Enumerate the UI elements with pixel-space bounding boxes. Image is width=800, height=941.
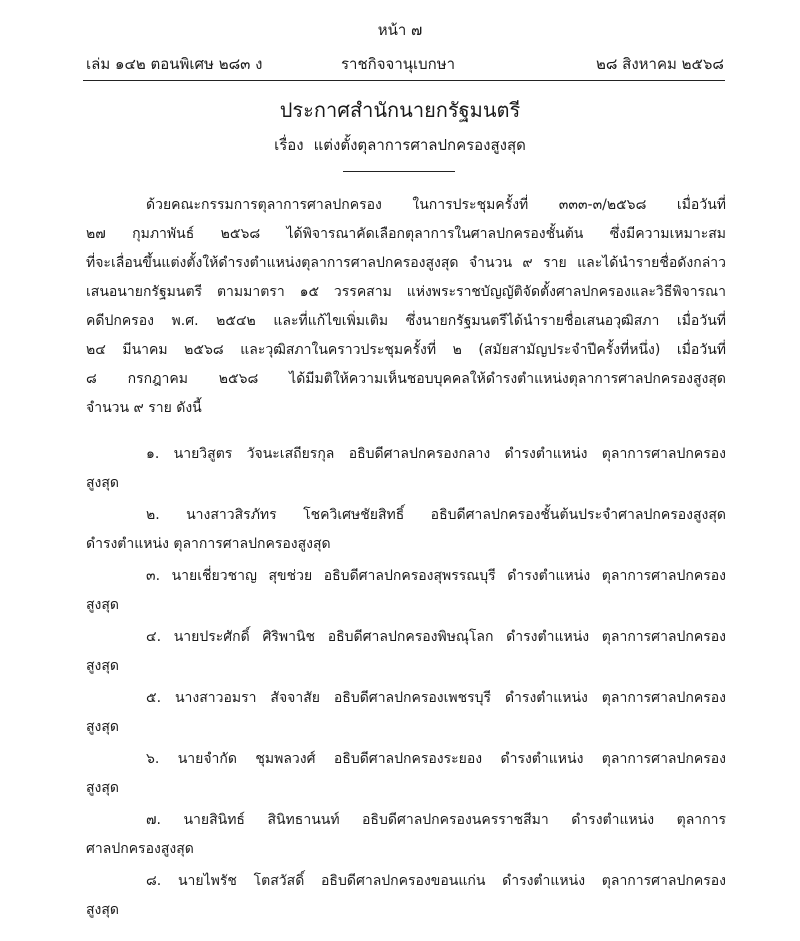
appointee-line: ๒. นางสาวสิรภัทร โชควิเศษชัยสิทธิ์ อธิบดีศาลปกครองชั้นต้นประจำศาลปกครองสูงสุด [146,507,726,523]
intro-line: คดีปกครอง พ.ศ. ๒๕๔๒ และที่แก้ไขเพิ่มเติม ซึ่งนายกรัฐมนตรีได้นำรายชื่อเสนอวุฒิสภา เมื่อวันที่ [86,313,726,329]
appointee-line: ๔. นายประศักดิ์ ศิริพานิช อธิบดีศาลปกครองพิษณุโลก ดำรงตำแหน่ง ตุลาการศาลปกครอง [146,629,726,645]
intro-line: ด้วยคณะกรรมการตุลาการศาลปกครอง ในการประชุมครั้งที่ ๓๓๓-๓/๒๕๖๘ เมื่อวันที่ [146,197,726,213]
appointee-line: สูงสุด [86,719,120,735]
intro-line: ๒๗ กุมภาพันธ์ ๒๕๖๘ ได้พิจารณาคัดเลือกตุลาการในศาลปกครองชั้นต้น ซึ่งมีความเหมาะสม [86,226,726,242]
gazette-date: ๒๘ สิงหาคม ๒๕๖๘ [595,55,724,73]
subject-text: แต่งตั้งตุลาการศาลปกครองสูงสุด [313,136,526,154]
appointee-item [86,745,726,803]
intro-line: ที่จะเลื่อนขึ้นแต่งตั้งให้ดำรงตำแหน่งตุลาการศาลปกครองสูงสุด จำนวน ๙ ราย และได้นำรายชื่อดังกล่าว [86,255,726,271]
appointee-line: สูงสุด [86,780,120,796]
appointee-line: ๘. นายไพรัช โตสวัสดิ์ อธิบดีศาลปกครองขอนแก่น ดำรงตำแหน่ง ตุลาการศาลปกครอง [146,873,726,889]
gazette-name: ราชกิจจานุเบกษา [341,55,456,73]
document-title: ประกาศสำนักนายกรัฐมนตรี [279,98,521,122]
appointee-line: สูงสุด [86,658,120,674]
document-subject [0,133,800,157]
appointee-line: สูงสุด [86,475,120,491]
intro-paragraph [86,191,726,423]
appointee-line: ๓. นายเชี่ยวชาญ สุขช่วย อธิบดีศาลปกครองสุพรรณบุรี ดำรงตำแหน่ง ตุลาการศาลปกครอง [146,568,726,584]
page-number: หน้า ๗ [377,21,423,39]
header-divider [83,80,725,81]
appointee-item [86,623,726,681]
appointee-line: ดำรงตำแหน่ง ตุลาการศาลปกครองสูงสุด [86,536,331,552]
gazette-volume: เล่ม ๑๔๒ ตอนพิเศษ ๒๘๓ ง [86,55,263,73]
appointee-line: ๗. นายสินิทธ์ สินิทธานนท์ อธิบดีศาลปกครองนครราชสีมา ดำรงตำแหน่ง ตุลาการ [146,812,726,828]
appointee-line: ๖. นายจำกัด ชุมพลวงศ์ อธิบดีศาลปกครองระยอง ดำรงตำแหน่ง ตุลาการศาลปกครอง [146,751,726,767]
appointee-item [86,562,726,620]
appointee-item [86,501,726,559]
appointee-item [86,684,726,742]
appointee-item [86,806,726,864]
intro-line: ๒๔ มีนาคม ๒๕๖๘ และวุฒิสภาในคราวประชุมครั้งที่ ๒ (สมัยสามัญประจำปีครั้งที่หนึ่ง) เมื่อวันที่ [86,342,726,358]
appointee-item [86,440,726,498]
subject-label: เรื่อง [274,136,304,154]
appointee-line: ศาลปกครองสูงสุด [86,841,194,857]
intro-line: ๘ กรกฎาคม ๒๕๖๘ ได้มีมติให้ความเห็นชอบบุคคลให้ดำรงตำแหน่งตุลาการศาลปกครองสูงสุด [86,371,726,387]
appointee-line: ๕. นางสาวอมรา สัจจาสัย อธิบดีศาลปกครองเพชรบุรี ดำรงตำแหน่ง ตุลาการศาลปกครอง [146,690,726,706]
title-divider [343,171,455,172]
appointee-line: สูงสุด [86,902,120,918]
appointee-item [86,867,726,925]
appointee-line: ๑. นายวิสูตร วัจนะเสถียรกุล อธิบดีศาลปกครองกลาง ดำรงตำแหน่ง ตุลาการศาลปกครอง [146,446,726,462]
appointee-line: สูงสุด [86,597,120,613]
intro-line: เสนอนายกรัฐมนตรี ตามมาตรา ๑๕ วรรคสาม แห่งพระราชบัญญัติจัดตั้งศาลปกครองและวิธีพิจารณา [86,284,726,300]
intro-line: จำนวน ๙ ราย ดังนี้ [86,400,202,416]
